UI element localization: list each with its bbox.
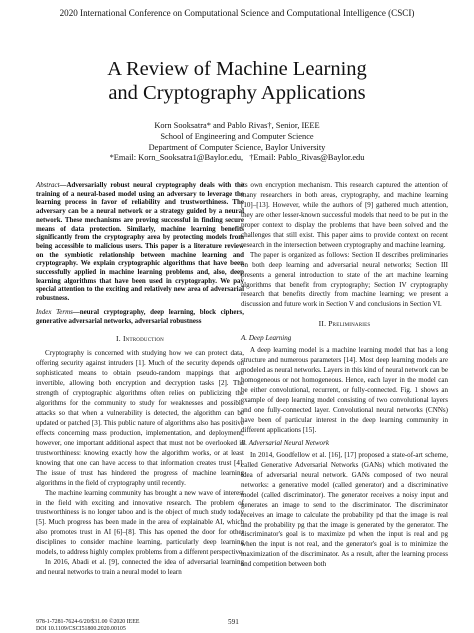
intro-paragraph-3: In 2016, Abadi et al. [9], connected the idea of adversarial learning and neural networks to train a neural model to learn	[36, 558, 244, 577]
abstract-label: Abstract	[36, 181, 60, 189]
footer-copyright	[36, 619, 139, 633]
footer-isbn: 978-1-7281-7624-6/20/$31.00 ©2020 IEEE	[36, 619, 140, 625]
abstract: Abstract—Adversarially robust neural cryptography deals with the training of a neural-based model using an adversary to leverage the learning process in favor of reliability and trustworthiness. The adversary can be a neural network or a strategy guided by a neural network. These mechanisms are proving successful in finding secure means of data protection. Similarly, machine learning benefits significantly from the cryptography area by protecting models from being accessible to malicious users. This paper is a literature review on the symbiotic relationship between machine learning and cryptography. We explain cryptographic algorithms that have been successfully applied in machine learning problems and, also, deep learning algorithms that have been used in cryptography. We pay special attention to the exciting and relatively new area of adversarial robustness.	[36, 181, 244, 303]
affiliation-school: School of Engineering and Computer Science	[160, 131, 314, 141]
right-column	[241, 181, 448, 570]
paper-title	[0, 57, 474, 105]
organization-paragraph: The paper is organized as follows: Section II describes preliminaries on both deep learning and adversarial neural networks; Section III presents a general introduction to state of the art machine learning algorithms that benefit from cryptography; Section IV cryptography research that benefits directly from machine learning; we present a discussion and future work in Section V and conclusions in Section VI.	[241, 250, 448, 309]
left-column	[36, 181, 244, 578]
index-terms-label: Index Terms	[36, 307, 73, 316]
index-terms-text: neural cryptography, deep learning, block ciphers, generative adversarial networks, adversarial robustness	[36, 307, 244, 325]
footer-doi: DOI 10.1109/CSCI51800.2020.00105	[36, 626, 126, 633]
intro-paragraph-2: The machine learning community has brought a new wave of interest in the field with exciting and innovative research. The problem of trustworthiness is no longer taboo and is the object of much study today [5]. Much progress has been made in the area of explainable AI, which also promotes trust in AI [6]–[8]. This has opened the door for other disciplines to consider machine learning, particularly deep learning models, to address highly complex problems from a different perspective.	[36, 488, 244, 557]
intro-paragraph-1: Cryptography is concerned with studying how we can protect data, offering security against intruders [1]. Much of the security depends on sophisticated means to obtain pseudo-random mappings that are invertible, allowing both encryption and decryption tasks [2]. The strength of cryptographic algorithms often relies on publicizing the algorithms for the community to study for weaknesses and possible attacks so that when a vulnerability is detected, the algorithm can be updated or patched [3]. This public nature of algorithms also has positive effects concerning mass production, implementation, and deployment; however, one important additional aspect that must not be overlooked is trustworthiness: knowing exactly how the algorithm works, or at least knowing that one can have access to that information creates trust [4]. The issue of trust has hindered the progress of machine learning algorithms in the field of cryptography until recently.	[36, 349, 244, 487]
title-line-2: and Cryptography Applications	[108, 82, 366, 104]
affiliation-department: Department of Computer Science, Baylor University	[148, 142, 326, 152]
deep-learning-paragraph: A deep learning model is a machine learning model that has a long structure and numerous parameters [14]. Most deep learning models are modeled as neural networks. Layers in this kind of neural network can be homogeneous or not homogeneous. Hence, each layer in the model can be either convolutional, recurrent, or fully-connected. Fig. 1 shows an example of deep learning model consisting of two convolutional layers and one fully-connected layer. Convolutional neural networks (CNNs) have been of particular interest in the deep learning community in different applications [15].	[241, 346, 448, 434]
index-terms: Index Terms—neural cryptography, deep learning, block ciphers, generative adversarial networks, adversarial robustness	[36, 307, 244, 325]
author-emails	[0, 153, 474, 164]
title-line-1: A Review of Machine Learning	[107, 58, 367, 80]
adversarial-paragraph: In 2014, Goodfellow et al. [16], [17] proposed a state-of-art scheme, called Generative Adversarial Networks (GANs) which motivated the idea of adversarial neural network. GANs composed of two neural networks: a generative model (called generator) and a discriminative model (called discriminator). The generator receives a noisy input and generates an image to send to the discriminator. The discriminator receives an image to calculate the probability pd that the image is real and the probability pg that the image is generated by the generator. The discriminator's goal is to maximize pd when the input is real and pg when the input is not real, and the generator's goal is to minimize the maximization of the discriminator. As a result, after the learning process and competition between both	[241, 450, 448, 569]
section-heading-preliminaries: II. Preliminaries	[318, 319, 371, 329]
intro-continued-paragraph: its own encryption mechanism. This research captured the attention of many researchers in both areas, cryptography, and machine learning [10]–[13]. However, while the authors of [9] gathered much attention, they are other lesser-known successful models that need to be put in the proper context to display the problems that have been solved and the challenges that still exist. This paper aims to provide context on recent research in the intersection between cryptography and machine learning.	[241, 181, 448, 249]
email-second-author: †Email: Pablo_Rivas@Baylor.edu	[249, 153, 365, 163]
section-heading-introduction: I. Introduction	[116, 334, 164, 344]
author-block	[0, 121, 474, 164]
subsection-adversarial-network: B. Adversarial Neural Network	[241, 438, 329, 447]
conference-header: 2020 International Conference on Computational Science and Computational Intelligence (CSCI)	[59, 8, 415, 18]
subsection-deep-learning: A. Deep Learning	[241, 334, 292, 343]
page-number: 591	[228, 618, 239, 626]
email-first-author: *Email: Korn_Sooksatra1@Baylor.edu,	[109, 153, 244, 163]
author-names: Korn Sooksatra* and Pablo Rivas†, Senior, IEEE	[154, 121, 320, 130]
abstract-text: Adversarially robust neural cryptography deals with the training of a neural-based model using an adversary to leverage the learning process in favor of reliability and trustworthiness. The adversary can be a neural network or a strategy guided by a neural network. These mechanisms are proving successful in finding secure means of data protection. Similarly, machine learning benefits significantly from the cryptography area by protecting models from being accessible to malicious users. This paper is a literature review on the symbiotic relationship between machine learning and cryptography. We explain cryptographic algorithms that have been successfully applied in machine learning problems and, also, deep learning algorithms that have been used in cryptography. We pay special attention to the exciting and relatively new area of adversarial robustness.	[36, 181, 244, 303]
